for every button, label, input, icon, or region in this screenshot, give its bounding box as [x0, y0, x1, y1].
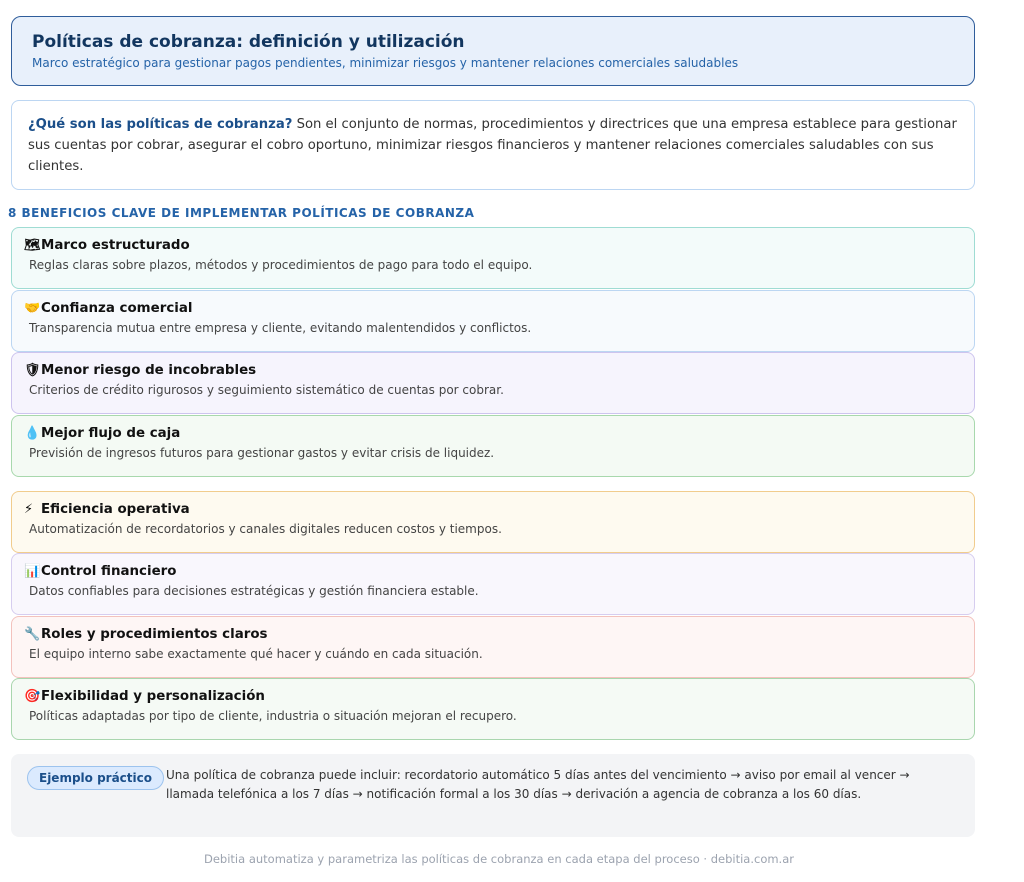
example-badge: Ejemplo práctico	[27, 766, 164, 790]
benefit-card-roles-procedimientos	[11, 616, 975, 678]
benefit-description: Previsión de ingresos futuros para gestionar gastos y evitar crisis de liquidez.	[29, 445, 495, 460]
benefit-card-menor-riesgo	[11, 352, 975, 414]
benefit-title: Marco estructurado	[41, 238, 190, 253]
benefit-description: Reglas claras sobre plazos, métodos y procedimientos de pago para todo el equipo.	[29, 258, 533, 272]
handshake-icon: 🤝	[24, 300, 41, 316]
example-text: Una política de cobranza puede incluir: recordatorio automático 5 días antes del vencimiento → aviso por email al vencer → llamada telefónica a los 7 días → notificación formal a los 30 días → derivación a agencia de cobranza a los 60 días.	[166, 768, 910, 801]
shield-icon: 🛡	[24, 363, 41, 378]
intro-card	[11, 100, 975, 190]
benefit-description: El equipo interno sabe exactamente qué hacer y cuándo en cada situación.	[29, 646, 483, 661]
page-content	[8, 16, 975, 837]
target-icon: 🎯	[24, 689, 41, 704]
intro-answer: Son el conjunto de normas, procedimientos y directrices que una empresa establece para gestionar sus cuentas por cobrar, asegurar el cobro oportuno, minimizar riesgos financieros y mantener relaciones comerciales saludables con sus clientes.	[28, 117, 957, 174]
benefit-title: Confianza comercial	[41, 300, 193, 316]
header-card	[11, 16, 975, 86]
footer-note: Debitia automatiza y parametriza las políticas de cobranza en cada etapa del proceso · debitia.com.ar	[204, 852, 794, 866]
benefit-card-eficiencia-operativa	[11, 491, 975, 553]
map-icon: 🗺	[24, 238, 41, 253]
benefit-title: Flexibilidad y personalización	[41, 689, 265, 704]
benefit-title: Roles y procedimientos claros	[41, 626, 268, 642]
bar-chart-icon: 📊	[24, 564, 41, 579]
lightning-icon: ⚡	[24, 501, 34, 517]
intro-question: ¿Qué son las políticas de cobranza?	[28, 117, 293, 132]
benefit-card-flujo-de-caja	[11, 415, 975, 477]
droplet-icon: 💧	[24, 425, 41, 441]
page-title: Políticas de cobranza: definición y utilización	[32, 32, 465, 52]
benefits-list	[11, 227, 975, 740]
wrench-icon: 🔧	[24, 626, 41, 642]
benefit-card-control-financiero	[11, 553, 975, 615]
benefit-description: Criterios de crédito rigurosos y seguimiento sistemático de cuentas por cobrar.	[29, 383, 504, 397]
benefit-card-confianza-comercial	[11, 290, 975, 352]
example-box	[11, 754, 975, 837]
benefit-description: Automatización de recordatorios y canales digitales reducen costos y tiempos.	[29, 521, 502, 536]
benefit-description: Transparencia mutua entre empresa y cliente, evitando malentendidos y conflictos.	[29, 320, 532, 335]
benefit-title: Control financiero	[41, 564, 177, 579]
page-subtitle: Marco estratégico para gestionar pagos pendientes, minimizar riesgos y mantener relaciones comerciales saludables	[32, 56, 739, 70]
benefit-title: Menor riesgo de incobrables	[41, 363, 257, 378]
benefit-card-flexibilidad	[11, 678, 975, 740]
benefit-title: Mejor flujo de caja	[41, 425, 181, 441]
benefit-description: Políticas adaptadas por tipo de cliente, industria o situación mejoran el recupero.	[29, 709, 517, 723]
benefit-card-marco-estructurado	[11, 227, 975, 289]
benefit-title: Eficiencia operativa	[41, 501, 190, 517]
benefit-description: Datos confiables para decisiones estratégicas y gestión financiera estable.	[29, 584, 479, 598]
benefits-section-title: 8 BENEFICIOS CLAVE DE IMPLEMENTAR POLÍTICAS DE COBRANZA	[8, 206, 475, 220]
